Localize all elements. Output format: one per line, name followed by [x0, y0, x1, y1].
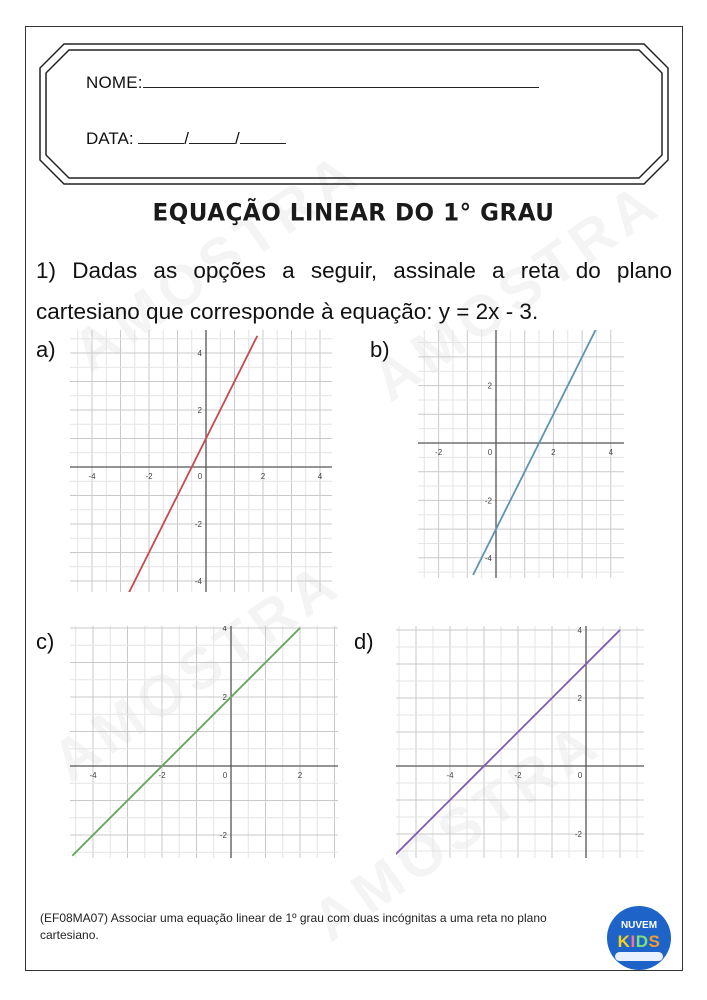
y-tick-label: -4: [194, 577, 202, 586]
logo-text: NUVEM: [620, 920, 658, 931]
name-label: NOME:: [86, 73, 143, 92]
x-tick-label: -2: [145, 472, 153, 481]
y-tick-label: 2: [487, 381, 492, 391]
footer-note: (EF08MA07) Associar uma equação linear de 1º grau com duas incógnitas a uma reta no plano cartesiano.: [40, 911, 547, 942]
option-d-label[interactable]: d): [354, 629, 374, 654]
y-tick-label: -2: [194, 520, 202, 529]
brand-logo: [607, 906, 671, 970]
x-tick-label: -2: [514, 771, 522, 780]
date-separator: /: [184, 129, 190, 148]
x-tick-label: 2: [297, 771, 303, 780]
cloud-icon: [615, 952, 663, 961]
graph-d[interactable]: [396, 626, 644, 858]
y-tick-label: -4: [484, 553, 492, 563]
name-field[interactable]: [86, 72, 539, 93]
x-tick-label: 4: [608, 448, 614, 457]
date-separator: /: [235, 129, 240, 148]
page-title: EQUAÇÃO LINEAR DO 1° GRAU: [152, 199, 555, 227]
x-tick-label: -4: [446, 771, 454, 780]
x-tick-label: -4: [89, 771, 97, 780]
y-tick-label: 2: [222, 693, 227, 702]
graph-c[interactable]: [70, 626, 338, 858]
graph-a[interactable]: [70, 330, 332, 592]
date-field[interactable]: [86, 128, 286, 149]
graph-b[interactable]: [418, 330, 624, 578]
option-b-label[interactable]: b): [370, 337, 390, 362]
date-year-blank[interactable]: [240, 128, 286, 144]
x-tick-label: 0: [487, 448, 493, 457]
y-tick-label: 4: [577, 626, 582, 635]
header-box: [0, 0, 707, 200]
y-tick-label: -2: [219, 831, 227, 840]
x-tick-label: 0: [222, 771, 228, 780]
x-tick-label: 2: [551, 448, 556, 457]
x-tick-label: -2: [435, 448, 443, 457]
question-text: 1) Dadas as opções a seguir, assinale a reta do plano cartesiano que corresponde à equação: y = 2x - 3.: [36, 258, 672, 324]
date-label: DATA:: [86, 129, 134, 148]
date-month-blank[interactable]: [189, 128, 235, 144]
x-tick-label: 0: [577, 771, 583, 780]
y-tick-label: -2: [484, 496, 492, 506]
option-c-label[interactable]: c): [36, 629, 55, 654]
y-tick-label: 4: [197, 349, 202, 358]
y-tick-label: -2: [574, 830, 582, 839]
y-tick-label: 2: [577, 694, 582, 703]
logo-kids: KIDS: [617, 932, 661, 951]
option-a-label[interactable]: a): [36, 337, 56, 362]
y-tick-label: 4: [222, 626, 227, 633]
y-tick-label: 2: [197, 406, 202, 415]
x-tick-label: 0: [197, 472, 203, 481]
x-tick-label: 2: [260, 472, 266, 481]
date-day-blank[interactable]: [138, 128, 184, 144]
x-tick-label: -2: [158, 771, 166, 780]
name-blank[interactable]: [143, 72, 539, 88]
x-tick-label: 4: [317, 472, 323, 481]
x-tick-label: -4: [88, 472, 96, 481]
